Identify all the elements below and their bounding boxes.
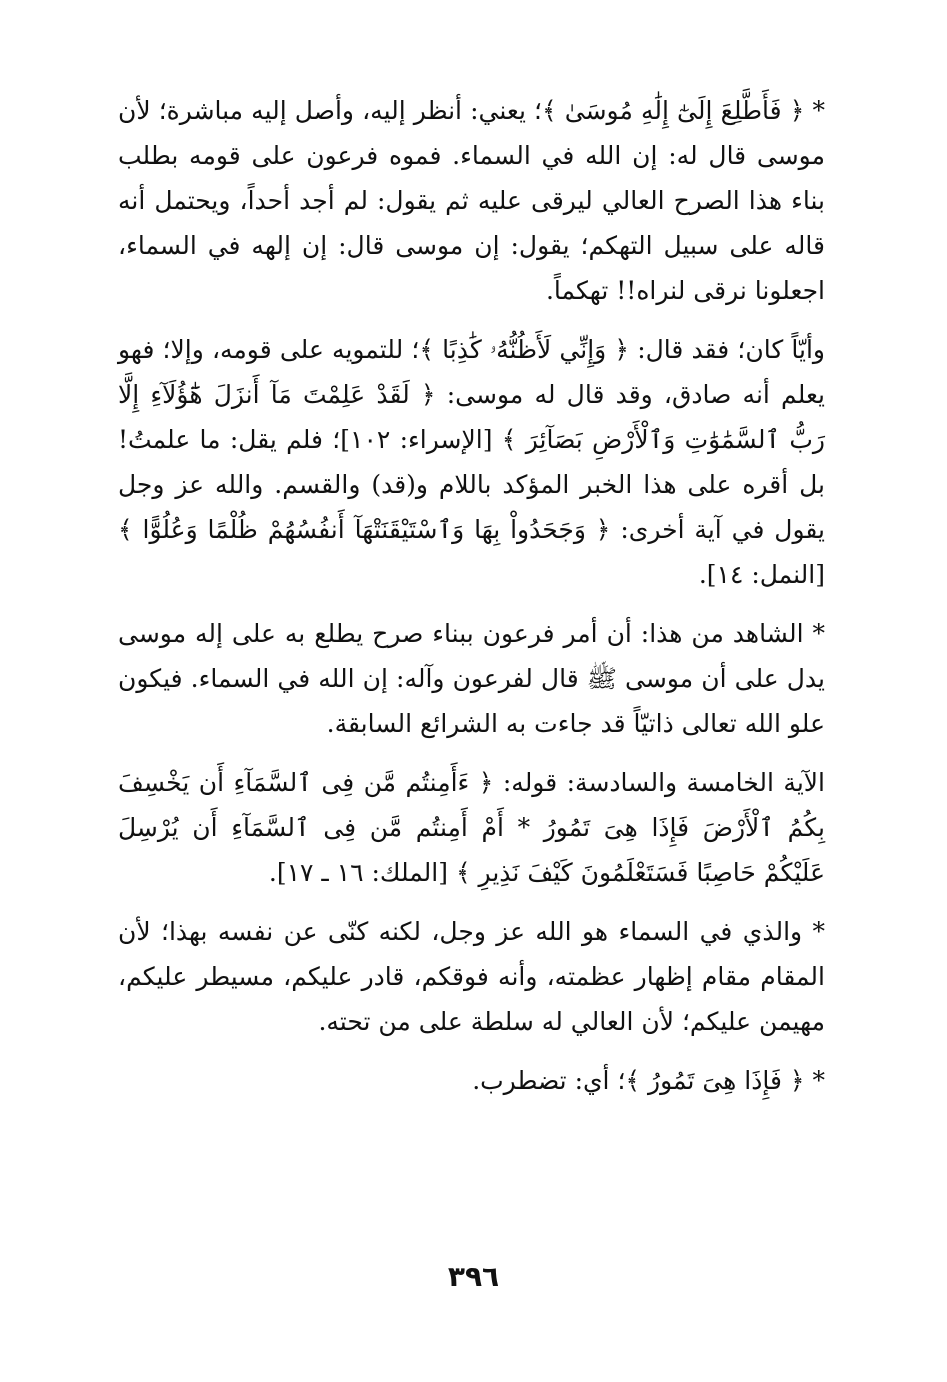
page-body [118, 88, 825, 1117]
paragraph-5: * والذي في السماء هو الله عز وجل، لكنه كنّى عن نفسه بهذا؛ لأن المقام مقام إظهار عظمته، وأنه فوقكم، قادر عليكم، مسيطر عليكم، مهيمن عليكم؛ لأن العالي له سلطة على من تحته. [118, 917, 825, 1036]
page-number: ٣٩٦ [447, 1260, 500, 1293]
paragraph-2: وأيّاً كان؛ فقد قال: ﴿ وَإِنِّي لَأَظُنُّهُۥ كَٰذِبًا ﴾؛ للتمويه على قومه، وإلا؛ فهو يعلم أنه صادق، وقد قال له موسى: ﴿ لَقَدْ عَلِمْتَ مَآ أَنزَلَ هَٰٓؤُلَآءِ إِلَّا رَبُّ ٱلسَّمَٰوَٰتِ وَٱلْأَرْضِ بَصَآئِرَ ﴾ [الإسراء: ١٠٢]؛ فلم يقل: ما علمتُ! بل أقره على هذا الخبر المؤكد باللام و(قد) والقسم. والله عز وجل يقول في آية أخرى: ﴿ وَجَحَدُواْ بِهَا وَٱسْتَيْقَنَتْهَآ أَنفُسُهُمْ ظُلْمًا وَعُلُوًّا ﴾ [النمل: ١٤]. [118, 335, 826, 589]
paragraph-4: الآية الخامسة والسادسة: قوله: ﴿ ءَأَمِنتُم مَّن فِى ٱلسَّمَآءِ أَن يَخْسِفَ بِكُمُ ٱلْأَرْضَ فَإِذَا هِىَ تَمُورُ * أَمْ أَمِنتُم مَّن فِى ٱلسَّمَآءِ أَن يُرْسِلَ عَلَيْكُمْ حَاصِبًا فَسَتَعْلَمُونَ كَيْفَ نَذِيرِ ﴾ [الملك: ١٦ ـ ١٧]. [118, 768, 825, 887]
paragraph-1: * ﴿ فَأَطَّلِعَ إِلَىٰٓ إِلَٰهِ مُوسَىٰ ﴾؛ يعني: أنظر إليه، وأصل إليه مباشرة؛ لأن موسى قال له: إن الله في السماء. فموه فرعون على قومه بطلب بناء هذا الصرح العالي ليرقى عليه ثم يقول: لم أجد أحداً، ويحتمل أنه قاله على سبيل التهكم؛ يقول: إن موسى قال: إن إلهه في السماء، اجعلونا نرقى لنراه!! تهكماً. [118, 96, 825, 305]
paragraph-3: * الشاهد من هذا: أن أمر فرعون ببناء صرح يطلع به على إله موسى يدل على أن موسى ﷺ قال لفرعون وآله: إن الله في السماء. فيكون علو الله تعالى ذاتيّاً قد جاءت به الشرائع السابقة. [118, 619, 826, 738]
paragraph-6: * ﴿ فَإِذَا هِىَ تَمُورُ ﴾؛ أي: تضطرب. [472, 1066, 825, 1095]
